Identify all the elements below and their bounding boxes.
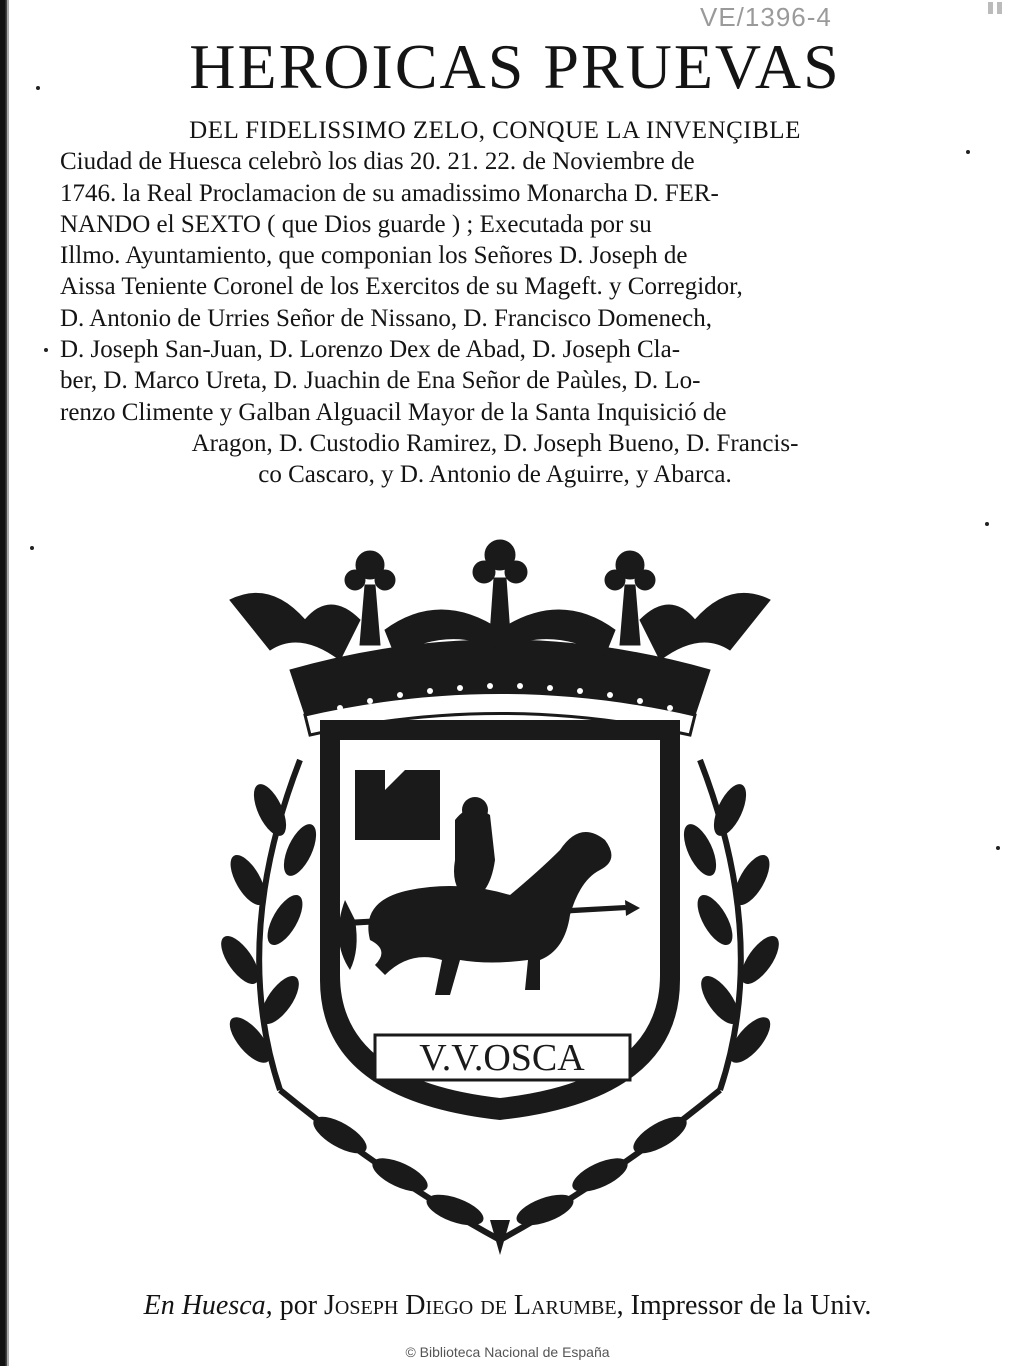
title-description — [60, 115, 930, 491]
speck — [966, 150, 970, 154]
speck — [985, 522, 989, 526]
copyright-notice: © Biblioteca Nacional de España — [405, 1344, 610, 1360]
corner-mark — [986, 0, 1008, 18]
body-line: Illmo. Ayuntamiento, que componian los Señores D. Joseph de — [60, 242, 688, 270]
body-line: NANDO el SEXTO ( que Dios guarde ) ; Executada por su — [60, 210, 652, 238]
body-line: D. Joseph San-Juan, D. Lorenzo Dex de Abad, D. Joseph Cla- — [60, 336, 681, 364]
speck — [30, 546, 34, 550]
imprint-line — [60, 1290, 955, 1322]
body-line: Ciudad de Huesca celebrò los dias 20. 21. 22. de Noviembre de — [60, 148, 695, 176]
binding-edge — [0, 0, 9, 1366]
imprint-place: En Huesca, — [143, 1290, 273, 1321]
body-line: co Cascaro, y D. Antonio de Aguirre, y Abarca. — [258, 461, 732, 489]
body-line: DEL FIDELISSIMO ZELO, CONQUE LA INVENÇIBLE — [189, 117, 801, 144]
body-line: 1746. la Real Proclamacion de su amadissimo Monarcha D. FER- — [60, 179, 719, 207]
page-title: HEROICAS PRUEVAS — [189, 31, 841, 102]
speck — [996, 846, 1000, 850]
body-line: ber, D. Marco Ureta, D. Juachin de Ena Señor de Paùles, D. Lo- — [60, 367, 701, 395]
body-line: D. Antonio de Urries Señor de Nissano, D. Francisco Domenech, — [60, 304, 712, 332]
coat-of-arms — [210, 520, 790, 1260]
speck — [36, 86, 40, 90]
speck — [44, 348, 48, 352]
shelfmark: VE/1396-4 — [700, 2, 832, 32]
body-line: Aissa Teniente Coronel de los Exercitos de su Mageft. y Corregidor, — [60, 273, 743, 301]
crown-icon — [230, 540, 770, 735]
imprint-role: Impressor de la Univ. — [630, 1290, 872, 1321]
imprint-printer: Joseph Diego de Larumbe, — [324, 1290, 624, 1321]
body-line: Aragon, D. Custodio Ramirez, D. Joseph Bueno, D. Francis- — [191, 429, 799, 457]
body-line: renzo Climente y Galban Alguacil Mayor de la Santa Inquisició de — [60, 398, 727, 426]
motto-text: V.V.OSCA — [419, 1037, 585, 1079]
shield-icon — [320, 720, 680, 1120]
imprint-by: por — [279, 1290, 318, 1321]
